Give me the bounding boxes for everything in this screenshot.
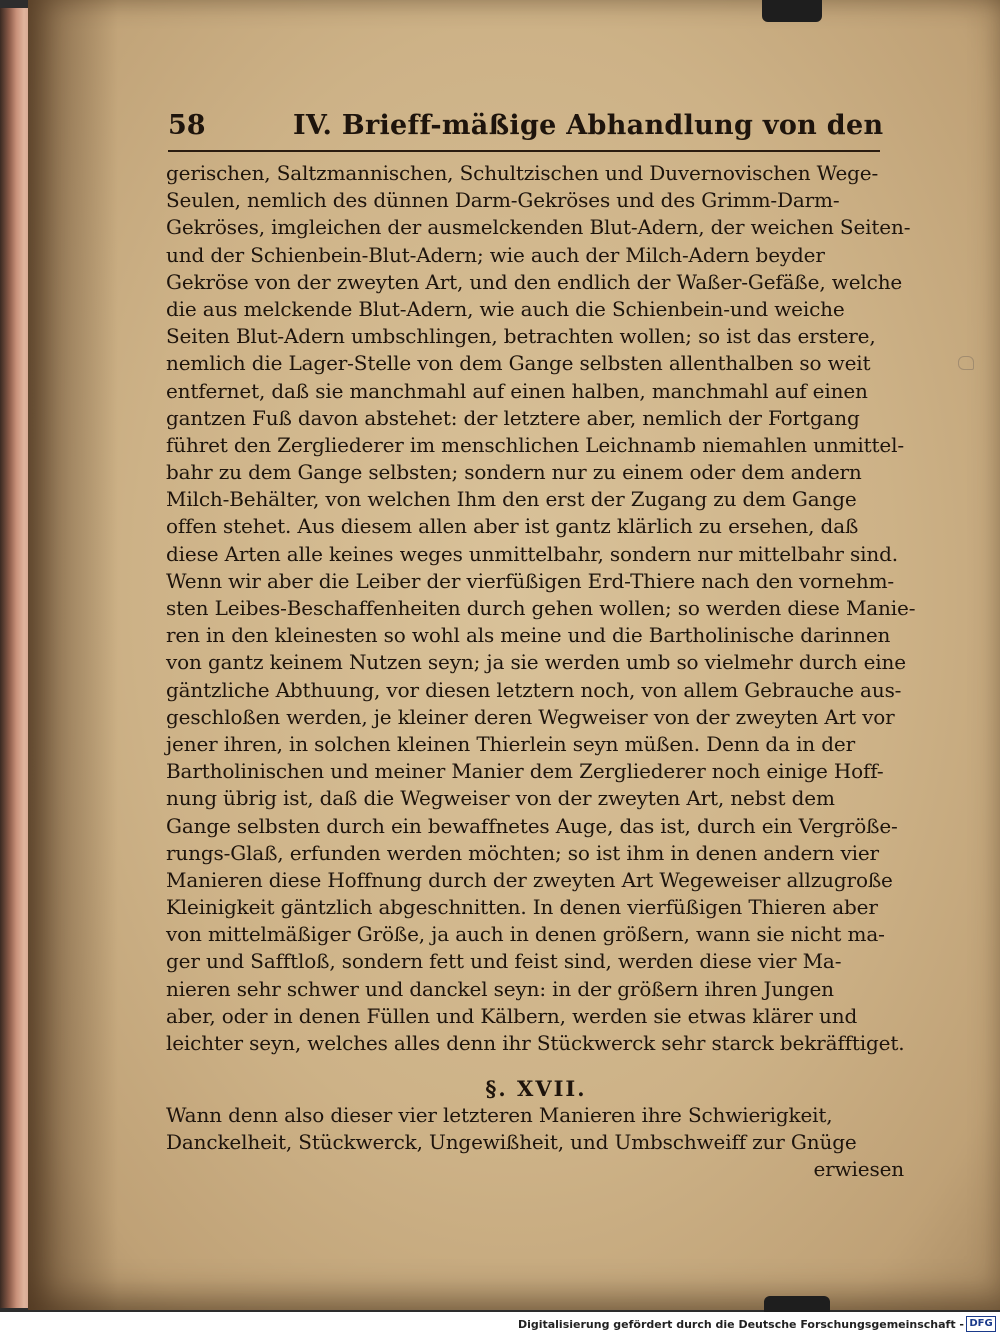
text-line: Danckelheit, Stückwerck, Ungewißheit, und Umbschweiff zur Gnüge [166, 1130, 857, 1155]
book-page-edges [0, 8, 30, 1308]
text-line: aber, oder in denen Füllen und Kälbern, werden sie etwas klärer und [166, 1003, 858, 1028]
footer-credit: Digitalisierung gefördert durch die Deutsche Forschungsgemeinschaft - [517, 1318, 964, 1331]
body-text [166, 160, 916, 1057]
text-line: Gekröse von der zweyten Art, und den endlich der Waßer-Gefäße, welche [166, 269, 903, 294]
header-rule [168, 150, 880, 152]
page-number: 58 [168, 110, 206, 141]
text-line: nieren sehr schwer und danckel seyn: in der größern ihren Jungen [166, 976, 834, 1001]
text-line: gantzen Fuß davon abstehet: der letztere aber, nemlich der Fortgang [166, 405, 860, 430]
text-line: leichter seyn, welches alles denn ihr Stückwerck sehr starck bekräfftiget. [166, 1031, 905, 1055]
text-line: nemlich die Lager-Stelle von dem Gange selbsten allenthalben so weit [166, 351, 871, 376]
text-line: die aus melckende Blut-Adern, wie auch die Schienbein-und weiche [166, 296, 845, 321]
text-line: gerischen, Saltzmannischen, Schultzischen und Duvernovischen Wege- [166, 161, 879, 185]
text-line: diese Arten alle keines weges unmittelbahr, sondern nur mittelbahr sind. [166, 541, 898, 566]
text-line: jener ihren, in solchen kleinen Thierlein seyn müßen. Denn da in der [166, 731, 855, 756]
page-header [168, 104, 890, 148]
text-line: Wenn wir aber die Leiber der vierfüßigen Erd-Thiere nach den vornehm- [166, 568, 895, 593]
text-line: Milch-Behälter, von welchen Ihm den erst der Zugang zu dem Gange [166, 487, 857, 512]
text-line: rungs-Glaß, erfunden werden möchten; so ist ihm in denen andern vier [166, 840, 879, 865]
page-gutter-shadow [28, 0, 118, 1310]
text-line: Seiten Blut-Adern umbschlingen, betrachten wollen; so ist das erstere, [166, 324, 876, 349]
text-line: Bartholinischen und meiner Manier dem Zergliederer noch einige Hoff- [166, 759, 884, 784]
text-line: entfernet, daß sie manchmahl auf einen halben, manchmahl auf einen [166, 378, 868, 403]
section-text [166, 1102, 906, 1184]
text-line: erwiesen [813, 1157, 904, 1182]
text-line: und der Schienbein-Blut-Adern; wie auch der Milch-Adern beyder [166, 242, 825, 267]
text-line: führet den Zergliederer im menschlichen Leichnamb niemahlen unmittel- [166, 432, 904, 457]
text-line: Seulen, nemlich des dünnen Darm-Gekröses und des Grimm-Darm- [166, 188, 840, 213]
text-line: Kleinigkeit gäntzlich abgeschnitten. In denen vierfüßigen Thieren aber [166, 895, 878, 920]
text-line: ren in den kleinesten so wohl als meine und die Bartholinische darinnen [166, 623, 891, 648]
section-heading: §. XVII. [485, 1076, 587, 1101]
text-line: geschloßen werden, je kleiner deren Wegweiser von der zweyten Art vor [166, 704, 895, 729]
text-line: nung übrig ist, daß die Wegweiser von der zweyten Art, nebst dem [166, 786, 835, 811]
text-line: gäntzliche Abthuung, vor diesen letztern noch, von allem Gebrauche aus- [166, 677, 902, 702]
text-line: offen stehet. Aus diesem allen aber ist gantz klärlich zu ersehen, daß [166, 514, 859, 539]
text-line: ger und Safftloß, sondern fett und feist sind, werden diese vier Ma- [166, 949, 842, 974]
text-line: von mittelmäßiger Größe, ja auch in denen größern, wann sie nicht ma- [166, 922, 885, 947]
text-line: Gekröses, imgleichen der ausmelckenden Blut-Adern, der weichen Seiten- [166, 215, 911, 240]
text-line: bahr zu dem Gange selbsten; sondern nur zu einem oder dem andern [166, 460, 862, 485]
text-line: Manieren diese Hoffnung durch der zweyten Art Wegeweiser allzugroße [166, 867, 893, 892]
dfg-logo: DFG [966, 1316, 996, 1332]
margin-mark-icon [958, 356, 974, 370]
text-line: von gantz keinem Nutzen seyn; ja sie werden umb so vielmehr durch eine [166, 650, 906, 675]
text-line: sten Leibes-Beschaffenheiten durch gehen wollen; so werden diese Manie- [166, 596, 916, 620]
text-line: Wann denn also dieser vier letzteren Manieren ihre Schwierigkeit, [166, 1103, 833, 1127]
text-line: Gange selbsten durch ein bewaffnetes Auge, das ist, durch ein Vergröße- [166, 813, 898, 838]
page-clip-top [762, 0, 822, 22]
running-head: IV. Brieff-mäßige Abhandlung von den [293, 110, 884, 141]
